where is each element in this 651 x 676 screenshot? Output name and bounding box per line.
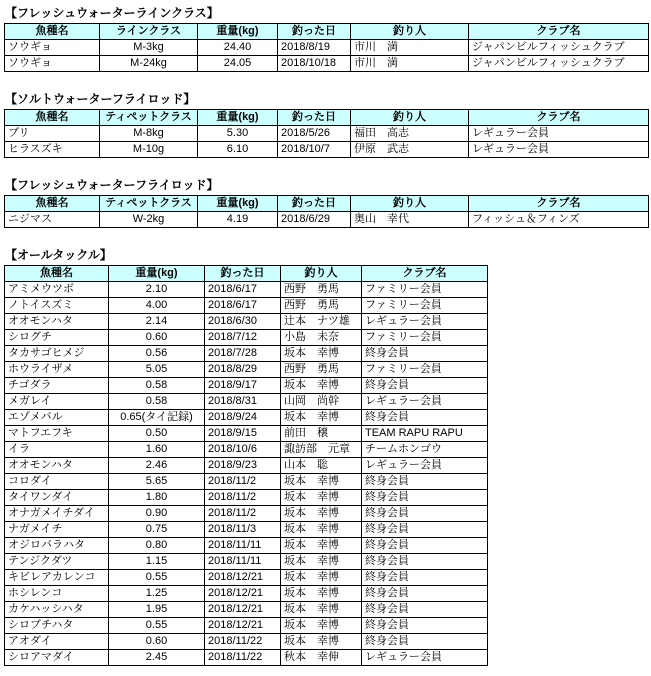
cell: 5.65 bbox=[109, 474, 205, 490]
cell: 2.45 bbox=[109, 650, 205, 666]
cell: 終身会員 bbox=[362, 378, 488, 394]
cell: シロアマダイ bbox=[5, 650, 109, 666]
column-header: 釣った日 bbox=[278, 24, 351, 40]
cell: 1.60 bbox=[109, 442, 205, 458]
cell: 終身会員 bbox=[362, 410, 488, 426]
cell: レギュラー会員 bbox=[469, 126, 649, 142]
table-row bbox=[5, 212, 649, 228]
column-header: 釣り人 bbox=[351, 110, 469, 126]
column-header: 魚種名 bbox=[5, 110, 100, 126]
cell: 5.30 bbox=[198, 126, 278, 142]
cell: 2018/12/21 bbox=[205, 570, 281, 586]
cell: 2018/10/6 bbox=[205, 442, 281, 458]
cell: 1.95 bbox=[109, 602, 205, 618]
table-row bbox=[5, 378, 488, 394]
cell: ファミリー会員 bbox=[362, 282, 488, 298]
cell: 終身会員 bbox=[362, 538, 488, 554]
cell: 坂本 幸博 bbox=[281, 554, 362, 570]
cell: 2018/6/17 bbox=[205, 282, 281, 298]
cell: 坂本 幸博 bbox=[281, 490, 362, 506]
column-header: 重量(kg) bbox=[198, 196, 278, 212]
cell: コロダイ bbox=[5, 474, 109, 490]
column-header: 釣った日 bbox=[278, 196, 351, 212]
cell: 福田 高志 bbox=[351, 126, 469, 142]
table-row bbox=[5, 586, 488, 602]
table-row bbox=[5, 570, 488, 586]
cell: キビレアカレンコ bbox=[5, 570, 109, 586]
cell: 西野 勇馬 bbox=[281, 282, 362, 298]
cell: 2018/12/21 bbox=[205, 618, 281, 634]
cell: レギュラー会員 bbox=[362, 650, 488, 666]
column-header: 魚種名 bbox=[5, 196, 100, 212]
cell: 0.80 bbox=[109, 538, 205, 554]
section-title: 【ソルトウォーターフライロッド】 bbox=[5, 92, 196, 106]
cell: M-24kg bbox=[100, 56, 198, 72]
cell: アオダイ bbox=[5, 634, 109, 650]
cell: オオモンハタ bbox=[5, 314, 109, 330]
cell: 秋本 幸伸 bbox=[281, 650, 362, 666]
cell: ソウギョ bbox=[5, 40, 100, 56]
cell: 0.58 bbox=[109, 394, 205, 410]
cell: アミメウツボ bbox=[5, 282, 109, 298]
cell: 0.58 bbox=[109, 378, 205, 394]
cell: 5.05 bbox=[109, 362, 205, 378]
cell: 0.55 bbox=[109, 618, 205, 634]
column-header: 釣り人 bbox=[351, 24, 469, 40]
cell: 2018/8/19 bbox=[278, 40, 351, 56]
cell: タカサゴヒメジ bbox=[5, 346, 109, 362]
cell: 2018/7/28 bbox=[205, 346, 281, 362]
cell: 2.14 bbox=[109, 314, 205, 330]
cell: カケハッシハタ bbox=[5, 602, 109, 618]
cell: タイワンダイ bbox=[5, 490, 109, 506]
cell: マトフエフキ bbox=[5, 426, 109, 442]
cell: 終身会員 bbox=[362, 346, 488, 362]
cell: 2018/11/2 bbox=[205, 506, 281, 522]
cell: 2018/9/23 bbox=[205, 458, 281, 474]
cell: W-2kg bbox=[100, 212, 198, 228]
cell: 2018/8/31 bbox=[205, 394, 281, 410]
table-row bbox=[5, 602, 488, 618]
cell: ナガメイチ bbox=[5, 522, 109, 538]
column-header: 釣り人 bbox=[351, 196, 469, 212]
cell: 4.19 bbox=[198, 212, 278, 228]
cell: 1.25 bbox=[109, 586, 205, 602]
table-row bbox=[5, 634, 488, 650]
table-row bbox=[5, 618, 488, 634]
header-row bbox=[5, 266, 488, 282]
cell: ブリ bbox=[5, 126, 100, 142]
column-header: クラブ名 bbox=[469, 110, 649, 126]
column-header: 魚種名 bbox=[5, 266, 109, 282]
cell: 2018/6/17 bbox=[205, 298, 281, 314]
cell: 2018/10/18 bbox=[278, 56, 351, 72]
cell: 24.40 bbox=[198, 40, 278, 56]
table-row bbox=[5, 314, 488, 330]
freshwater-line-class-table bbox=[4, 23, 649, 72]
cell: 西野 勇馬 bbox=[281, 298, 362, 314]
table-row bbox=[5, 40, 649, 56]
cell: 2018/11/11 bbox=[205, 554, 281, 570]
cell: 0.55 bbox=[109, 570, 205, 586]
cell: ジャパンビルフィッシュクラブ bbox=[469, 56, 649, 72]
table-row bbox=[5, 426, 488, 442]
cell: M-8kg bbox=[100, 126, 198, 142]
cell: オナガメイチダイ bbox=[5, 506, 109, 522]
cell: 2018/10/7 bbox=[278, 142, 351, 158]
cell: 0.60 bbox=[109, 634, 205, 650]
table-row bbox=[5, 142, 649, 158]
cell: 坂本 幸博 bbox=[281, 346, 362, 362]
cell: シログチ bbox=[5, 330, 109, 346]
table-row bbox=[5, 282, 488, 298]
cell: 坂本 幸博 bbox=[281, 570, 362, 586]
column-header: クラブ名 bbox=[362, 266, 488, 282]
saltwater-fly-rod-table bbox=[4, 109, 649, 158]
cell: 坂本 幸博 bbox=[281, 602, 362, 618]
cell: テンジクダツ bbox=[5, 554, 109, 570]
cell: オジロバラハタ bbox=[5, 538, 109, 554]
cell: 2018/7/12 bbox=[205, 330, 281, 346]
cell: 諏訪部 元章 bbox=[281, 442, 362, 458]
cell: 24.05 bbox=[198, 56, 278, 72]
cell: チゴダラ bbox=[5, 378, 109, 394]
table-row bbox=[5, 490, 488, 506]
cell: 終身会員 bbox=[362, 506, 488, 522]
cell: 伊原 武志 bbox=[351, 142, 469, 158]
cell: 前田 穣 bbox=[281, 426, 362, 442]
cell: レギュラー会員 bbox=[362, 458, 488, 474]
cell: フィッシュ＆フィンズ bbox=[469, 212, 649, 228]
cell: メガレイ bbox=[5, 394, 109, 410]
cell: 0.56 bbox=[109, 346, 205, 362]
table-row bbox=[5, 362, 488, 378]
column-header: ティペットクラス bbox=[100, 196, 198, 212]
cell: 2018/12/21 bbox=[205, 586, 281, 602]
cell: ノトイスズミ bbox=[5, 298, 109, 314]
cell: 小島 未奈 bbox=[281, 330, 362, 346]
cell: 坂本 幸博 bbox=[281, 410, 362, 426]
cell: 終身会員 bbox=[362, 634, 488, 650]
section-saltwater-fly-rod bbox=[4, 92, 649, 158]
cell: 2018/5/26 bbox=[278, 126, 351, 142]
cell: 1.15 bbox=[109, 554, 205, 570]
column-header: ティペットクラス bbox=[100, 110, 198, 126]
cell: 2018/6/29 bbox=[278, 212, 351, 228]
column-header: クラブ名 bbox=[469, 24, 649, 40]
cell: 2018/12/21 bbox=[205, 602, 281, 618]
cell: チームホンゴウ bbox=[362, 442, 488, 458]
table-row bbox=[5, 650, 488, 666]
cell: 西野 勇馬 bbox=[281, 362, 362, 378]
table-row bbox=[5, 522, 488, 538]
cell: M-3kg bbox=[100, 40, 198, 56]
table-row bbox=[5, 330, 488, 346]
column-header: クラブ名 bbox=[469, 196, 649, 212]
cell: 2.46 bbox=[109, 458, 205, 474]
cell: 市川 満 bbox=[351, 40, 469, 56]
cell: ヒラスズキ bbox=[5, 142, 100, 158]
cell: ファミリー会員 bbox=[362, 362, 488, 378]
cell: 4.00 bbox=[109, 298, 205, 314]
cell: 2018/11/3 bbox=[205, 522, 281, 538]
table-row bbox=[5, 126, 649, 142]
cell: 2018/8/29 bbox=[205, 362, 281, 378]
cell: 終身会員 bbox=[362, 618, 488, 634]
section-freshwater-line-class bbox=[4, 6, 649, 72]
cell: 坂本 幸博 bbox=[281, 538, 362, 554]
cell: ホウライザメ bbox=[5, 362, 109, 378]
cell: 終身会員 bbox=[362, 490, 488, 506]
cell: イラ bbox=[5, 442, 109, 458]
cell: TEAM RAPU RAPU bbox=[362, 426, 488, 442]
all-tackle-table bbox=[4, 265, 488, 666]
cell: 2018/9/15 bbox=[205, 426, 281, 442]
header-row bbox=[5, 196, 649, 212]
freshwater-fly-rod-table bbox=[4, 195, 649, 228]
cell: 0.75 bbox=[109, 522, 205, 538]
cell: 市川 満 bbox=[351, 56, 469, 72]
cell: 1.80 bbox=[109, 490, 205, 506]
cell: 0.65(タイ記録) bbox=[109, 410, 205, 426]
cell: 終身会員 bbox=[362, 570, 488, 586]
table-row bbox=[5, 474, 488, 490]
column-header: 重量(kg) bbox=[109, 266, 205, 282]
cell: 2018/11/22 bbox=[205, 634, 281, 650]
header-row bbox=[5, 110, 649, 126]
table-row bbox=[5, 554, 488, 570]
cell: 坂本 幸博 bbox=[281, 618, 362, 634]
cell: エゾメバル bbox=[5, 410, 109, 426]
table-row bbox=[5, 506, 488, 522]
cell: 辻本 ナツ雄 bbox=[281, 314, 362, 330]
cell: 2018/11/11 bbox=[205, 538, 281, 554]
cell: 2.10 bbox=[109, 282, 205, 298]
cell: シロブチハタ bbox=[5, 618, 109, 634]
table-row bbox=[5, 538, 488, 554]
column-header: 重量(kg) bbox=[198, 24, 278, 40]
cell: ソウギョ bbox=[5, 56, 100, 72]
cell: 山岡 尚幹 bbox=[281, 394, 362, 410]
cell: ニジマス bbox=[5, 212, 100, 228]
cell: 2018/6/30 bbox=[205, 314, 281, 330]
column-header: 釣った日 bbox=[278, 110, 351, 126]
table-row bbox=[5, 394, 488, 410]
table-row bbox=[5, 458, 488, 474]
cell: ファミリー会員 bbox=[362, 330, 488, 346]
cell: 終身会員 bbox=[362, 554, 488, 570]
header-row bbox=[5, 24, 649, 40]
table-row bbox=[5, 298, 488, 314]
cell: 0.60 bbox=[109, 330, 205, 346]
section-title: 【オールタックル】 bbox=[5, 248, 112, 262]
cell: 終身会員 bbox=[362, 474, 488, 490]
cell: 坂本 幸博 bbox=[281, 474, 362, 490]
cell: 2018/11/22 bbox=[205, 650, 281, 666]
cell: 0.90 bbox=[109, 506, 205, 522]
cell: レギュラー会員 bbox=[469, 142, 649, 158]
cell: ファミリー会員 bbox=[362, 298, 488, 314]
table-row bbox=[5, 410, 488, 426]
cell: 坂本 幸博 bbox=[281, 378, 362, 394]
cell: 終身会員 bbox=[362, 602, 488, 618]
cell: 2018/11/2 bbox=[205, 490, 281, 506]
cell: ホシレンコ bbox=[5, 586, 109, 602]
cell: ジャパンビルフィッシュクラブ bbox=[469, 40, 649, 56]
table-row bbox=[5, 442, 488, 458]
column-header: 魚種名 bbox=[5, 24, 100, 40]
cell: 2018/9/17 bbox=[205, 378, 281, 394]
cell: 坂本 幸博 bbox=[281, 634, 362, 650]
cell: M-10g bbox=[100, 142, 198, 158]
cell: 0.50 bbox=[109, 426, 205, 442]
section-title: 【フレッシュウォーターラインクラス】 bbox=[5, 6, 219, 20]
column-header: 釣った日 bbox=[205, 266, 281, 282]
cell: 2018/11/2 bbox=[205, 474, 281, 490]
column-header: 重量(kg) bbox=[198, 110, 278, 126]
cell: 6.10 bbox=[198, 142, 278, 158]
cell: 2018/9/24 bbox=[205, 410, 281, 426]
section-freshwater-fly-rod bbox=[4, 178, 649, 228]
section-title: 【フレッシュウォーターフライロッド】 bbox=[5, 178, 219, 192]
table-row bbox=[5, 346, 488, 362]
cell: 山本 聡 bbox=[281, 458, 362, 474]
cell: 坂本 幸博 bbox=[281, 522, 362, 538]
cell: 終身会員 bbox=[362, 586, 488, 602]
column-header: ラインクラス bbox=[100, 24, 198, 40]
cell: レギュラー会員 bbox=[362, 394, 488, 410]
cell: オオモンハタ bbox=[5, 458, 109, 474]
cell: 坂本 幸博 bbox=[281, 586, 362, 602]
column-header: 釣り人 bbox=[281, 266, 362, 282]
section-all-tackle bbox=[4, 248, 649, 666]
cell: 奥山 幸代 bbox=[351, 212, 469, 228]
table-row bbox=[5, 56, 649, 72]
cell: 終身会員 bbox=[362, 522, 488, 538]
cell: 坂本 幸博 bbox=[281, 506, 362, 522]
cell: レギュラー会員 bbox=[362, 314, 488, 330]
